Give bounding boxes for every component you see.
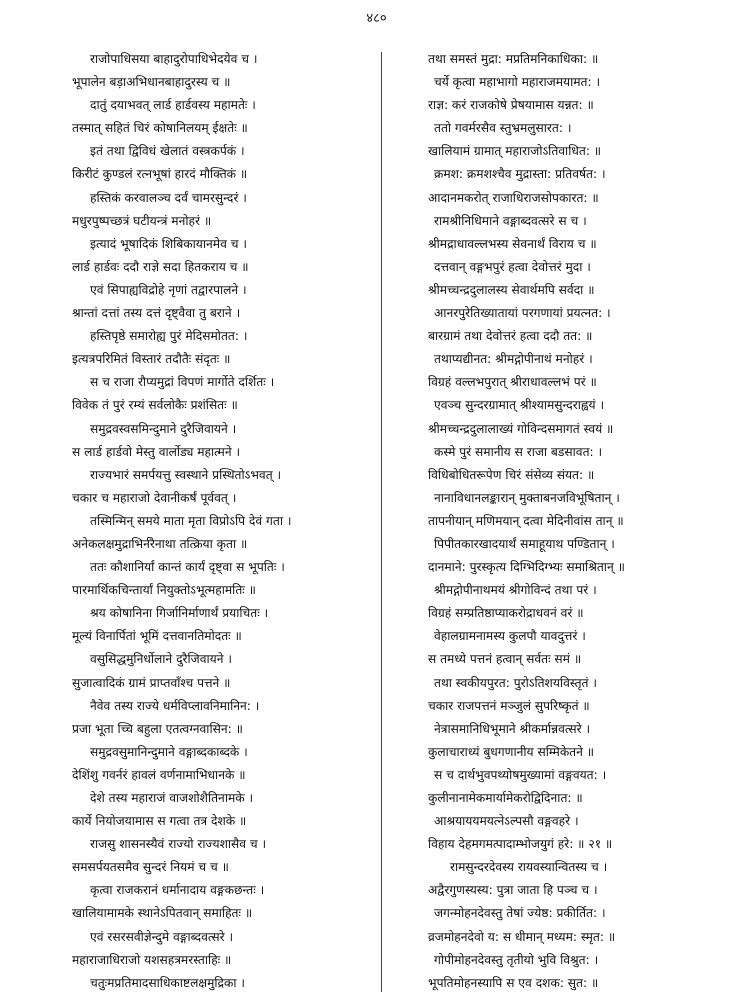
verse-line: दातुं दयाभवत् लार्ड हार्डवस्य महामतेः ।: [90, 98, 256, 113]
verse-line: कस्मे पुरं समानीय स राजा बडसावत: ।: [434, 444, 603, 459]
verse-line: स च दार्थभुवपथ्योषमुख्यामां वङ्गवयत: ।: [434, 767, 607, 782]
verse-line: मधुरपुष्पच्छत्रं घटीयन्त्रं मनोहरं ॥: [72, 213, 212, 228]
verse-line: कुलाचाराध्यं बुधगणानीय सम्मिकेतने ॥: [428, 744, 595, 759]
verse-line: विधिबोधितरूपेण चिरं संसेव्य संयत: ॥: [428, 467, 595, 482]
verse-line: चकार राजपत्तनं मञ्जुलं सुपरिष्कृतं ॥: [428, 698, 590, 713]
verse-line: भूपतिमोहनस्यापि स एव दशक: सुत: ॥: [428, 975, 599, 990]
verse-line: ततः कौशानिर्यां कान्तं कार्यं दृष्ट्वा स भूपतिः ।: [90, 560, 285, 575]
verse-line: राज्ञ: करं राजकोषे प्रेषयामास यन्नत: ॥: [428, 98, 594, 113]
left-verse-column: [68, 48, 368, 995]
verse-line: नैवेव तस्य राज्ये धर्मविप्लावनिमानिन: ।: [90, 698, 260, 713]
verse-line: तस्मात् सहितं चिरं कोषानिलयम् ईक्षतेः ॥: [72, 121, 248, 136]
verse-line: चतुःमप्रतिमादसाधिकाष्टलक्षमुद्रिका ।: [90, 975, 245, 990]
verse-line: प्रजा भूता च्चि बहुला एतत्वग्नवासिन: ॥: [72, 721, 243, 736]
verse-line: राजोपाधिसया बाहादुरोपाधिभेदयेव च ।: [90, 52, 258, 66]
verse-line: हस्तिकं करवालञ्च दर्वं चामरसुन्दरं ।: [90, 190, 247, 205]
verse-line: दत्तवान् वङ्गभपुरं हत्वा देवोत्तरं मुदा ।: [434, 259, 591, 274]
verse-line: समसर्पयतसमैव सुन्दरं नियमं च च ॥: [72, 860, 229, 875]
verse-line: नेत्रासमानिधिभूमाने श्रीकर्मान्नवत्सरे ।: [434, 721, 591, 736]
verse-line: श्रय कोषानिना गिर्जानिर्माणार्थं प्रयाचितः ।: [90, 606, 269, 621]
verse-line: मूल्यं विनार्पितां भूमिं दत्तवानतिमोदतः ॥: [72, 629, 242, 644]
verse-line: इतं तथा द्विविधं खेलातं वस्त्रकर्पकं ।: [90, 144, 245, 159]
verse-line: राजसु शासनस्यैवं राज्यो राज्यशासैव च ।: [90, 837, 267, 852]
verse-line: राज्यभारं समर्पयत्तु स्वस्थाने प्रस्थितोऽभवत् ।: [90, 467, 282, 482]
verse-line: अनेकलक्षमुद्राभिर्नरैनाथा तत्क्रिया कृता ॥: [72, 536, 248, 551]
right-verse-column: [424, 48, 724, 995]
verse-line: विवेक तं पुरं रम्यं सर्वलोकैः प्रशंसितः ॥: [72, 398, 238, 413]
verse-line: आदानमकरोत् राजाधिराजसोपकारत: ॥: [428, 190, 599, 205]
verse-line: रामश्रीनिधिमाने वङ्गाब्दवत्सरे स च ।: [434, 213, 587, 228]
verse-line: आश्रयाययमयत्नेऽल्पसौ वङ्गवहरे ।: [434, 814, 579, 829]
page-number: ४८०: [366, 11, 387, 26]
verse-line: बारग्रामं तथा देवोत्तरं हत्वा ददौ तत: ॥: [428, 329, 593, 344]
verse-line: आनरपुरेतिख्यातायां परगणायां प्रयत्नत: ।: [434, 306, 611, 321]
column-divider: [381, 52, 382, 992]
verse-line: तापनीयान् मणिमयान् दत्वा मेदिनीवांस तान् ॥: [428, 513, 624, 528]
verse-line: विहाय देहमगमत्पादाम्भोजयुगं हरे: ॥ २१ ॥: [428, 837, 613, 852]
verse-line: चर्ये कृत्वा महाभागो महाराजमयामत: ।: [434, 75, 601, 90]
verse-line: नानाविधानलङ्कारान् मुक्ताबनजविभूषितान् ।: [434, 490, 620, 505]
verse-line: स च राजा रौप्यमुद्रां विपणं मार्गोते दर्शितः ।: [90, 375, 275, 390]
verse-line: श्रीमच्चन्द्रदुलालस्य सेवार्थमपि सर्वदा ॥: [428, 282, 595, 297]
verse-line: लार्ड हार्डवः ददौ राज्ञे सदा हितकराय च ॥: [72, 259, 249, 274]
verse-line: खालियामं ग्रामात् महाराजोऽतिवाधित: ॥: [428, 144, 602, 159]
verse-line: किरीटं कुण्डलं रत्नभूषां हारदं मौक्तिकं ॥: [72, 167, 248, 182]
verse-line: वेहालग्रामनामस्य कुलपौ यावदुत्तरं ।: [434, 629, 586, 644]
verse-line: ततो गवर्मरसैव स्तुभ्रमलुसारत: ।: [434, 121, 572, 136]
verse-line: तथाप्यद्यीनत: श्रीमद्गोपीनाथं मनोहरं ।: [434, 352, 593, 367]
verse-line: तथा स्वकीयपुरत: पुरोऽतिशयविस्तृतं ।: [434, 675, 597, 690]
verse-line: श्रीमच्चन्द्रदुलालाख्यं गोविन्दसमागतं स्वयं ॥: [428, 421, 614, 436]
verse-line: कृत्वा राजकरानं धर्मानादाय वङ्गकछन्तः ।: [90, 883, 265, 898]
verse-line: भूपालेन बड़ाअभिधानबाहादुरस्य च ॥: [72, 75, 231, 90]
verse-line: हस्तिपृष्ठे समारोह्य पुरं मेदिसमोतत: ।: [90, 329, 248, 344]
verse-line: विग्रहं वल्लभपुरात् श्रीराधावल्लभं परं ॥: [428, 375, 597, 390]
verse-line: एवञ्च सुन्दरग्रामात् श्रीश्यामसुन्दराह्वयं ।: [434, 398, 605, 413]
verse-line: एवं सिपाह्यविद्रोहे नृणां तद्वारपालने ।: [90, 282, 247, 297]
verse-line: विग्रहं सम्प्रतिष्ठाप्याकरोद्राधवनं वरं ॥: [428, 606, 584, 621]
verse-line: तथा समस्तं मुद्रा: मप्रतिमनिकाधिका: ॥: [428, 52, 599, 66]
verse-line: श्रीमद्राधावल्लभस्य सेवनार्थं विराय च ॥: [428, 236, 597, 251]
verse-line: दानमाने: पुरस्कृत्य दिग्भिदिग्भ्यः समाश्रितान् ॥: [428, 560, 625, 575]
verse-line: स तमध्ये पत्तनं हत्वान् सर्वतः समं ॥: [428, 652, 582, 667]
verse-line: इत्यत्रपरिमितं विस्तारं तदौतैः संदृतः ॥: [72, 352, 231, 367]
verse-line: स लार्ड हार्डवो मेस्तु वार्लोड्य महात्मने ।: [72, 444, 241, 459]
verse-line: सुजात्वादिकं ग्रामं प्राप्तवाँश्च पत्तने ॥: [72, 675, 231, 690]
verse-line: पिपीतकारखादयार्थं समाहूयाथ पण्डितान् ।: [434, 536, 615, 551]
verse-line: गोपीमोहनदेवस्तु तृतीयो भुवि विश्रुत: ।: [434, 952, 599, 967]
verse-line: श्रान्तां दत्तां तस्य दत्तं दृष्ट्वैवा तु बराने ।: [72, 306, 241, 321]
verse-line: श्रीमद्गोपीनाथमयं श्रीगोविन्दं तथा परं ।: [434, 583, 597, 598]
verse-line: इत्यादं भूषादिकं शिबिकायानमेव च ।: [90, 236, 247, 251]
verse-line: तस्मिन्मिन् समये माता मृता विप्रोऽपि देवं गता ।: [90, 513, 292, 528]
verse-line: खालियामामके स्थानेऽपितवान् समाहितः ॥: [72, 906, 253, 921]
verse-line: समुद्रवस्वसमिन्दुमाने दुरैजिवायने ।: [90, 421, 237, 436]
verse-line: रामसुन्दरदेवस्य रायवस्यान्वितस्य च ।: [450, 860, 608, 875]
verse-line: वसुसिद्धमुनिर्धोलाने दुरैजिवायने ।: [90, 652, 232, 667]
verse-line: समुद्रवसुमानिन्दुमाने वङ्गाब्दकाब्दके ।: [90, 744, 248, 759]
verse-line: जगन्मोहनदेवस्तु तेषां ज्येष्ठ: प्रकीर्तित: ।: [434, 906, 606, 921]
verse-line: अद्वैरगुणस्यस्य: पुत्रा जाता हि पञ्च च ।: [428, 883, 598, 898]
verse-line: महाराजाधिराजो यशसहत्रमरस्ताहिः ॥: [72, 952, 232, 967]
verse-line: व्रजमोहनदेवो य: स धीमान् मध्यम: स्मृत: ॥: [428, 929, 616, 944]
verse-line: देशिंशु गवर्नरं हावलं वर्णनामाभिधानके ॥: [72, 767, 246, 782]
verse-line: देशे तस्य महाराजं वाजशोशैतिनामके ।: [90, 791, 254, 805]
verse-line: कार्ये नियोजयामास स गत्वा तत्र देशके ॥: [72, 814, 247, 829]
verse-line: कुलीनानामेकमार्यामेकरोद्विदिनात: ॥: [428, 791, 583, 805]
verse-line: एवं रसरसवीज्ञेन्दुमे वङ्गाब्दवत्सरे ।: [90, 929, 234, 944]
verse-line: क्रमश: क्रमशश्चैव मुद्रास्ता: प्रतिवर्षत: ।: [434, 167, 606, 182]
verse-line: चकार च महाराजो देवानीकर्षं पूर्ववत् ।: [72, 490, 237, 505]
verse-line: पारमार्थिकचिन्तार्यां नियुक्तोऽभूत्महामतिः ॥: [72, 583, 256, 598]
